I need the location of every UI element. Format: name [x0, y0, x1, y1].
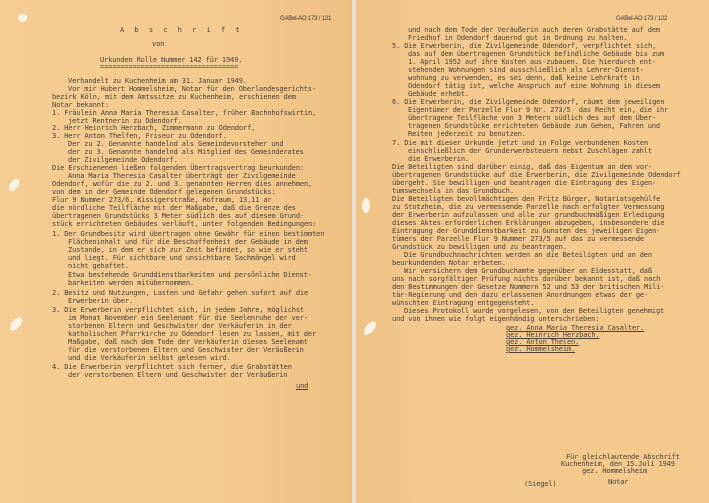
- text-line: katholischen Pfarrkirche zu Odendorf lesen zu lassen, mit der: [68, 330, 316, 338]
- text-line: uns nach sorgfältiger Prüfung nichts darüber bekannt ist, daß nach: [392, 275, 661, 283]
- text-line: jetzt Rentnerin zu Odendorf.: [68, 117, 182, 125]
- text-line: Flur 9 Nummer 273/6, Kissigerstraße, Hofraum, 13,11 ar: [52, 196, 272, 204]
- left-page: [0, 0, 352, 503]
- text-line: dieses Aktes erforderlichen Erklärungen abzugeben, insbesondere die: [392, 219, 665, 227]
- seal-label: (Siegel): [524, 480, 557, 488]
- text-line: Die Beteiligten sind darüber einig, daß das Eigentum an dem vor-: [392, 163, 653, 171]
- text-line: und: [296, 382, 309, 390]
- text-line: Etwa bestehende Grunddienstbarkeiten und persönliche Dienst-: [68, 271, 312, 279]
- text-line: das auf dem übertragenen Grundstück befindliche Gebäude bis zum: [408, 50, 665, 58]
- text-line: und nach dem Tode der Veräußerin auch deren Grabstätte auf dem: [408, 26, 660, 34]
- text-line: tümers der Parzelle Flur 9 Nummer 273/5 auf das zu vermessende: [392, 235, 644, 243]
- text-line: und liegt. Für sichtbare und unsichtbare Sachmängel wird: [68, 254, 296, 262]
- text-line: Die Erschienenen ließen folgenden Übertragsvertrag beurkunden:: [52, 164, 304, 172]
- text-line: Gebäude erhebt.: [408, 90, 469, 98]
- text-line: übergeht. Sie bewilligen und beantragen die Eintragung des Eigen-: [392, 179, 657, 187]
- text-line: und von ihnen wie folgt eigenhändig unterschrieben:: [392, 315, 600, 323]
- signature-line: gez. Heinrich Herzbach.: [506, 331, 600, 339]
- text-line: stehenden Wohnungen sind ausschließlich als Lehrer-Dienst-: [408, 66, 644, 74]
- document-subtitle: Urkunden Rolle Nummer 142 für 1949.: [100, 56, 243, 64]
- text-line: Eigentümer der Parzelle Flur 9 Nr. 273/5 das Recht ein, die ihr: [408, 106, 669, 114]
- text-line: 5. Die Erwerberin, die Zivilgemeinde Odendorf, verpflichtet sich,: [392, 42, 657, 50]
- text-line: 3. Herr Anton Thelfen, Friseur zu Odendorf.: [52, 132, 227, 140]
- text-line: Notar bekannt:: [52, 101, 109, 109]
- certification-line: Kuchenheim, den 15.Juli 1949: [561, 460, 675, 468]
- text-line: den Bestimmungen der Gesetze Nummern 52 und 53 der britischen Mili-: [392, 283, 665, 291]
- subtitle-underline: ==================================: [100, 63, 239, 71]
- text-line: Zustande, in dem er sich zur Zeit befindet, so wie er steht: [68, 246, 308, 254]
- text-line: Grundstück zu bewilligen und zu beantragen.: [392, 243, 567, 251]
- certification-line: Für gleichlautende Abschrift: [566, 453, 680, 461]
- text-line: der verstorbenen Eltern und Geschwister der Veräußerin: [68, 371, 288, 379]
- text-line: übertragenen Grundstücke auf die Erwerberin, die Zivilgemeinde Odendorf: [392, 171, 681, 179]
- text-line: 3. Die Erwerberin verpflichtet sich, in jedem Jahre, möglichst: [52, 306, 304, 314]
- punch-hole: [8, 315, 24, 332]
- text-line: Flächeninhalt und für die Beschaffenheit der Gebäude in dem: [68, 238, 308, 246]
- von-label: von: [152, 40, 165, 48]
- text-line: barkeiten werden mitübernommen.: [68, 279, 194, 287]
- text-line: Die Grundbuchnachrichten werden an die Beteiligten und an den: [404, 251, 652, 259]
- text-line: Eintragung der Grunddienstbarkeit zu Gunsten des jeweiligen Eigen-: [392, 227, 661, 235]
- text-line: Maßgabe, daß nach dem Tode der Verkäuferin dieses Seelenamt: [68, 338, 308, 346]
- text-line: wohnung zu verwenden, es sei denn, daß keine Lehrkraft in: [408, 74, 640, 82]
- text-line: beurkundenden Notar erbeten.: [392, 259, 506, 267]
- text-line: Wir versichern dem Grundbuchamte gegenüber an Eidesstatt, daß: [404, 267, 652, 275]
- text-line: 6. Die Erwerberin, die Zivilgemeinde Odendorf, räumt dem jeweiligen: [392, 98, 665, 106]
- text-line: der zu 3. Genannte handelnd als Mitglied des Gemeinderates: [68, 148, 304, 156]
- text-line: 4. Die Erwerberin verpflichtet sich ferner, die Grabstätten: [52, 363, 292, 371]
- text-line: die Erwerberin.: [408, 155, 469, 163]
- text-line: die nördliche Teilfläche mit der Maßgabe, daß die Grenze des: [52, 204, 296, 212]
- document-title: A b s c h r i f t: [120, 26, 243, 34]
- text-line: im Monat November ein Seelenamt für die Seelenruhe der ver-: [68, 314, 308, 322]
- text-line: 7. Die mit dieser Urkunde jetzt und in Folge verbundenen Kosten: [392, 139, 649, 147]
- text-line: tumswechsels in das Grundbuch.: [392, 187, 514, 195]
- text-line: 1. Der Grundbesitz wird übertragen ohne Gewähr für einen bestimmten: [52, 230, 325, 238]
- text-line: Erwerberin über.: [68, 297, 134, 305]
- text-line: tragenen Grundstücke errichteten Gebäude zum Gehen, Fahren und: [408, 122, 660, 130]
- punch-hole: [362, 319, 378, 336]
- text-line: 2. Besitz und Nutzungen, Lasten und Gefahr gehen sofort auf die: [52, 289, 309, 297]
- text-line: Anna Maria Theresia Casalter überträgt der Zivilgemeinde: [68, 172, 296, 180]
- text-line: stück errichteten Gebäudes verläuft, unter folgenden Bedingungen:: [52, 220, 317, 228]
- text-line: Dieses Protokoll wurde vorgelesen, von den Beteiligten genehmigt: [404, 307, 665, 315]
- text-line: der Zivilgemeinde Odendorf.: [68, 156, 178, 164]
- text-line: übertragenen Grundstücks 3 Meter südlich des auf diesem Grund-: [52, 212, 304, 220]
- text-line: nicht gehaftet.: [68, 262, 129, 270]
- text-line: übertragene Teilfläche von 3 Metern südlich des auf dem Über-: [408, 114, 656, 122]
- text-line: tär-Regierung und den dazu erlassenen Anordnungen etwas der ge-: [392, 291, 649, 299]
- text-line: der Erwerberin aufzulassen und alle zur grundbuchmäßigen Erledigung: [392, 211, 665, 219]
- text-line: Der zu 2. Genannte handelnd als Gemeindevorsteher und: [68, 140, 284, 148]
- signature-line: gez. Hommelsheim.: [506, 345, 576, 353]
- text-line: einschließlich der Grunderwerbsteuern nebst Zuschlägen zahlt: [408, 147, 652, 155]
- text-line: bezirk Köln, mit dem Amtssitze zu Kuchenheim, erschienen dem: [52, 93, 296, 101]
- text-line: Odendorf tätig ist, welche Anspruch auf eine Wohnung in diesem: [408, 82, 660, 90]
- text-line: von dem in der Gemeinde Odendorf gelegenen Grundstücks:: [52, 188, 276, 196]
- text-line: Reiten jederzeit zu benutzen.: [408, 130, 526, 138]
- text-line: Verhandelt zu Kuchenheim am 31. Januar 1949.: [68, 77, 247, 85]
- punch-hole: [362, 198, 370, 213]
- text-line: 2. Herr Heinrich Herzbach, Zimmermann zu Odendorf,: [52, 124, 256, 132]
- right-page: [356, 0, 709, 503]
- signature-line: gez. Anna Maria Theresia Casalter.: [506, 324, 645, 332]
- signature-line: gez. Anton Thelen.: [506, 338, 580, 346]
- text-line: 1. April 1952 auf ihre Kosten aus-zubauen. Die hierdurch ent-: [408, 58, 656, 66]
- punch-hole: [7, 177, 22, 193]
- text-line: Friedhof in Odendorf dauernd gut in Ordnung zu halten.: [408, 34, 628, 42]
- archive-reference: GABel-AO 173 / 122: [616, 16, 668, 22]
- certification-line: gez. Hommelsheim: [582, 467, 648, 475]
- text-line: Die Beteiligten bevollmächtigen den Fritz Bürger, Notariatsgehülfe: [392, 195, 661, 203]
- text-line: zu Stotzheim, die zu vermessende Parzelle nach erfolgter Vermessung: [392, 203, 665, 211]
- punch-hole: [18, 14, 27, 22]
- text-line: 1. Fräulein Anna Maria Theresia Casalter, früher Bachnhofswirtin,: [52, 109, 317, 117]
- text-line: Odendorf, wofür die zu 2. und 3. genannten Herren dies annehmen,: [52, 180, 313, 188]
- text-line: und die Verkäuferin selbst gelesen wird.: [68, 354, 231, 362]
- text-line: für die verstorbenen Eltern und Geschwister der Veräußerin: [68, 346, 304, 354]
- certification-line: Notar: [608, 478, 629, 486]
- text-line: Vor mir Hubert Hommelsheim, Notar für den Oberlandesgerichts-: [68, 85, 316, 93]
- archive-reference: GABel-AO 173 / 121: [280, 16, 332, 22]
- text-line: storbenen Eltern und Geschwister der Verkäuferin in der: [68, 322, 292, 330]
- text-line: wünschten Eintragung entgegensteht.: [392, 299, 535, 307]
